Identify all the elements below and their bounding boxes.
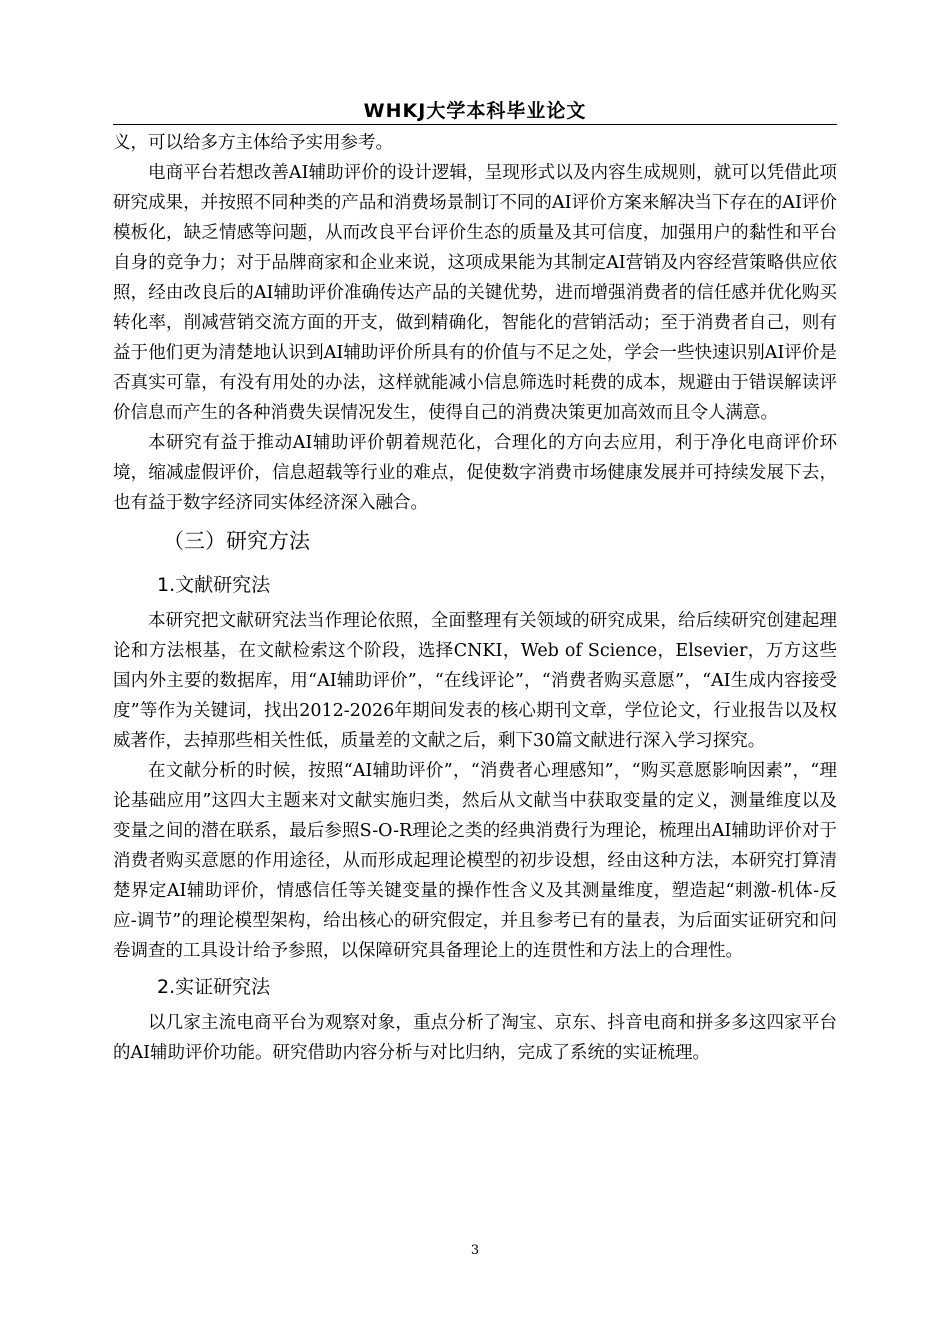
- document-body: [113, 128, 837, 1068]
- subsection-heading: 1.文献研究法: [157, 574, 271, 596]
- subsection-heading: 2.实证研究法: [157, 976, 271, 998]
- paragraph: 义，可以给多方主体给予实用参考。: [113, 133, 393, 153]
- paragraph: 在文献分析的时候，按照“AI辅助评价”，“消费者心理感知”，“购买意愿影响因素”，“理论基础应用”这四大主题来对文献实施归类，然后从文献当中获取变量的定义，测量维度以及变量之间的潜在联系，最后参照S-O-R理论之类的经典消费行为理论，梳理出AI辅助评价对于消费者购买意愿的作用途径，从而形成起理论模型的初步设想，经由这种方法，本研究打算清楚界定AI辅助评价，情感信任等关键变量的操作性含义及其测量维度，塑造起“刺激-机体-反应-调节”的理论模型架构，给出核心的研究假定，并且参考已有的量表，为后面实证研究和问卷调查的工具设计给予参照，以保障研究具备理论上的连贯性和方法上的合理性。: [113, 761, 837, 961]
- section-heading: （三）研究方法: [163, 529, 310, 553]
- paragraph: 电商平台若想改善AI辅助评价的设计逻辑，呈现形式以及内容生成规则，就可以凭借此项研究成果，并按照不同种类的产品和消费场景制订不同的AI评价方案来解决当下存在的AI评价模板化，缺乏情感等问题，从而改良平台评价生态的质量及其可信度，加强用户的黏性和平台自身的竞争力；对于品牌商家和企业来说，这项成果能为其制定AI营销及内容经营策略供应依照，经由改良后的AI辅助评价准确传达产品的关键优势，进而增强消费者的信任感并优化购买转化率，削减营销交流方面的开支，做到精确化，智能化的营销活动；至于消费者自己，则有益于他们更为清楚地认识到AI辅助评价所具有的价值与不足之处，学会一些快速识别AI评价是否真实可靠，有没有用处的办法，这样就能减小信息筛选时耗费的成本，规避由于错误解读评价信息而产生的各种消费失误情况发生，使得自己的消费决策更加高效而且令人满意。: [113, 163, 837, 423]
- paragraph: 本研究把文献研究法当作理论依照，全面整理有关领域的研究成果，给后续研究创建起理论和方法根基，在文献检索这个阶段，选择CNKI，Web of Science，Elsevier，万方这些国内外主要的数据库，用“AI辅助评价”，“在线评论”，“消费者购买意愿”，“AI生成内容接受度”等作为关键词，找出2012-2026年期间发表的核心期刊文章，学位论文，行业报告以及权威著作，去掉那些相关性低，质量差的文献之后，剩下30篇文献进行深入学习探究。: [113, 611, 837, 751]
- page-header-title: WHKJ大学本科毕业论文: [363, 100, 587, 122]
- paragraph: 本研究有益于推动AI辅助评价朝着规范化，合理化的方向去应用，利于净化电商评价环境，缩减虚假评价，信息超载等行业的难点，促使数字消费市场健康发展并可持续发展下去，也有益于数字经济同实体经济深入融合。: [113, 433, 837, 513]
- page-number: 3: [470, 1243, 480, 1258]
- paragraph: 以几家主流电商平台为观察对象，重点分析了淘宝、京东、抖音电商和拼多多这四家平台的AI辅助评价功能。研究借助内容分析与对比归纳，完成了系统的实证梳理。: [113, 1013, 837, 1063]
- header-rule: [113, 124, 837, 125]
